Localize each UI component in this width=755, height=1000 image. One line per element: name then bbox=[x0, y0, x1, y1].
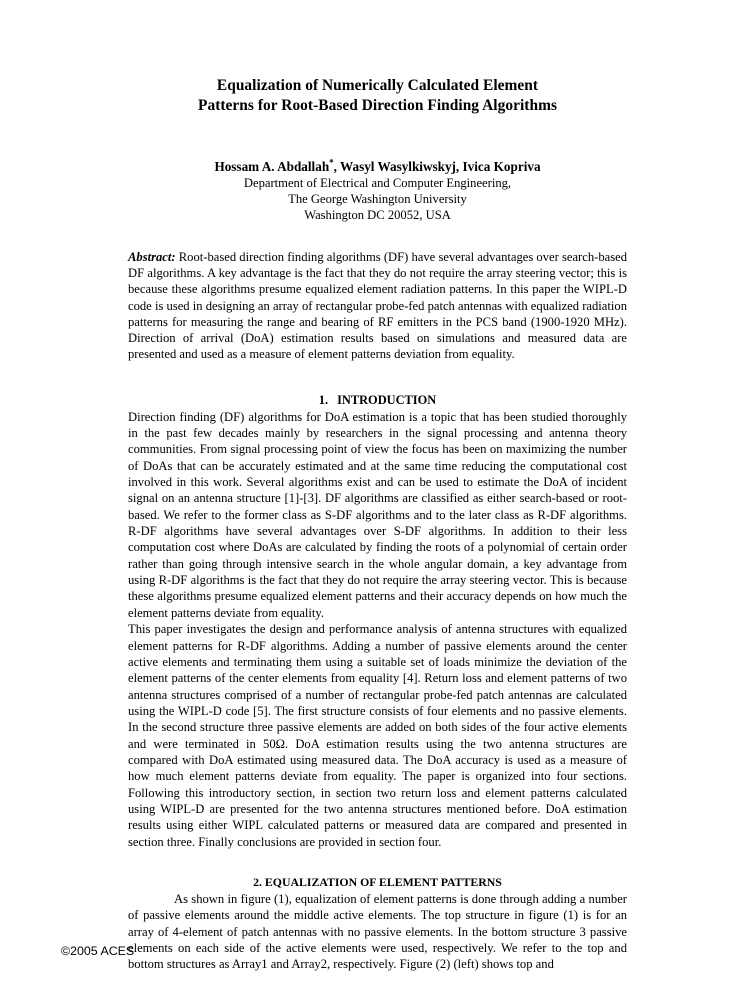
section2-paragraph-1: As shown in figure (1), equalization of element patterns is done through adding a number of passive elements around the middle active elements. The top structure in figure (1) is for an array of 4-element of patch antennas with no passive elements. In the bottom structure 3 passive elements on each side of the active elements were used, respectively. We refer to the top and bottom structures as Array1 and Array2, respectively. Figure (2) (left) shows top and bbox=[128, 891, 627, 972]
section1-paragraph-2: This paper investigates the design and performance analysis of antenna structures with equalized element patterns for R-DF algorithms. Adding a number of passive elements around the center active elements and terminating them using a suitable set of loads minimize the deviation of the element patterns of the center elements from equality [4]. Return loss and element patterns of two antenna structures comprised of a number of rectangular probe-fed patch antennas are calculated using the WIPL-D code [5]. The first structure consists of four elements and no passive elements. In the second structure three passive elements are added on both sides of the four active elements and were terminated in 50Ω. DoA estimation results using the two antenna structures are compared with DoA estimated using measured data. The DoA accuracy is used as a measure of how much element patterns deviate from equality. The paper is organized into four sections. Following this introductory section, in section two return loss and element patterns calculated using WIPL-D are presented for the two antenna structures mentioned before. DoA estimation results using either WIPL calculated patterns or measured data are compared and presented in section three. Finally conclusions are provided in section four. bbox=[128, 622, 627, 849]
author-affiliation-marker: * bbox=[329, 157, 334, 168]
author-names-primary: Hossam A. Abdallah bbox=[214, 159, 330, 174]
page-footer-copyright: ©2005 ACES bbox=[61, 944, 135, 958]
section1-paragraph-1: Direction finding (DF) algorithms for DoA estimation is a topic that has been studied thoroughly in the past few decades mainly by researchers in the signal processing and antenna theory communities. From signal processing point of view the focus has been on maximizing the number of DoAs that can be accurately estimated and at the same time reducing the computational cost involved in this work. Several algorithms exist and can be used to estimate the DoA of incident signal on an antenna structure [1]-[3]. DF algorithms are classified as either search-based or root-based. We refer to the former class as S-DF algorithms and to the later class as R-DF algorithms. R-DF algorithms have several advantages over S-DF algorithms. In addition to their less computation cost where DoAs are calculated by finding the roots of a polynomial of certain order rather than going through intensive search in the whole angular domain, a key advantage from using R-DF algorithms is the fact that they do not require the array steering vector. This is because these algorithms presume equalized element patterns and their accuracy depends on how much the element patterns deviate from equality. bbox=[128, 409, 627, 620]
author-list bbox=[128, 159, 627, 175]
section-title-1: INTRODUCTION bbox=[337, 392, 437, 407]
affiliation-address: Washington DC 20052, USA bbox=[304, 208, 451, 223]
document-page bbox=[128, 0, 627, 1000]
paper-title bbox=[128, 76, 627, 115]
affiliation-department: Department of Electrical and Computer Engineering, bbox=[243, 176, 512, 190]
affiliation-university: The George Washington University bbox=[288, 192, 467, 207]
paper-title-line-2: Patterns for Root-Based Direction Finding Algorithms bbox=[198, 96, 557, 114]
section-heading-introduction bbox=[128, 393, 627, 408]
paper-title-line-1: Equalization of Numerically Calculated Element bbox=[216, 77, 539, 94]
affiliation-block bbox=[128, 175, 627, 224]
abstract-body: Root-based direction finding algorithms (DF) have several advantages over search-based DF algorithms. A key advantage is the fact that they do not require the array steering vector; this is because these algorithms presume equalized element radiation patterns. In this paper the WIPL-D code is used in designing an array of rectangular probe-fed patch antennas with equalized radiation patterns for measuring the range and bearing of RF emitters in the PCS band (1900-1920 MHz). Direction of arrival (DoA) estimation results based on simulations and measured data are presented and used as a measure of element patterns deviation from equality. bbox=[128, 249, 627, 362]
abstract-label: Abstract: bbox=[128, 249, 176, 264]
author-names-secondary: , Wasyl Wasylkiwskyj, Ivica Kopriva bbox=[333, 159, 541, 174]
section-number-1: 1. bbox=[318, 392, 329, 407]
abstract-section bbox=[128, 249, 627, 363]
section-heading-equalization: 2. EQUALIZATION OF ELEMENT PATTERNS bbox=[253, 874, 502, 889]
